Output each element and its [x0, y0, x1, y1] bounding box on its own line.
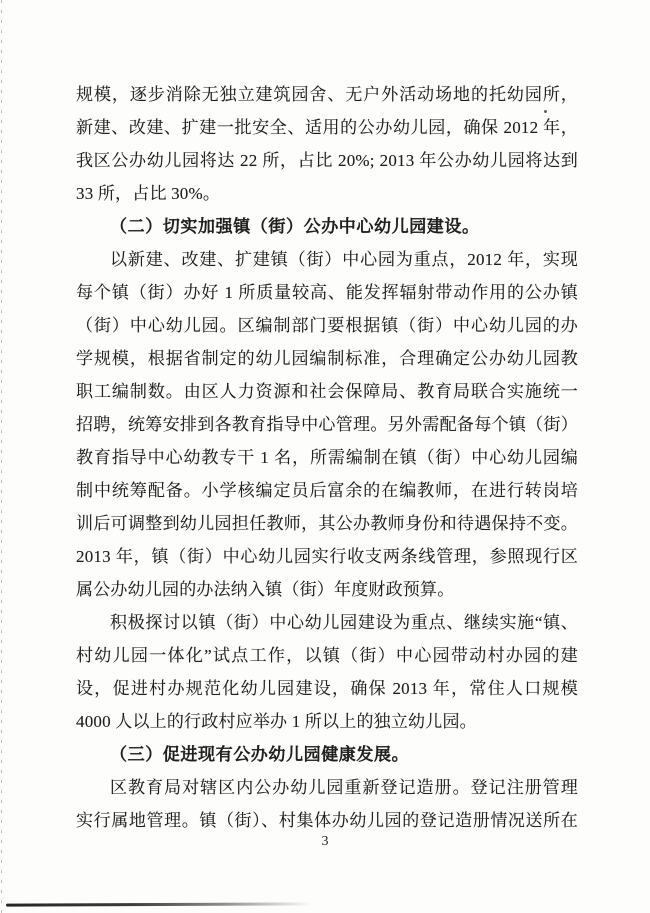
paragraph-line: 积极探讨以镇（街）中心幼儿园建设为重点、继续实施“镇、	[110, 613, 578, 632]
paragraph-line: 招聘，统筹安排到各教育指导中心管理。另外需配备每个镇（街）	[76, 415, 578, 434]
paragraph-line: 设，促进村办规范化幼儿园建设，确保 2013 年，常住人口规模	[76, 679, 578, 698]
paragraph-line: 每个镇（街）办好 1 所质量较高、能发挥辐射带动作用的公办镇	[76, 283, 578, 302]
paragraph-line: 职工编制数。由区人力资源和社会保障局、教育局联合实施统一	[76, 382, 578, 401]
paragraph-line: 2013 年，镇（街）中心幼儿园实行收支两条线管理，参照现行区	[76, 547, 578, 566]
document-body	[76, 78, 578, 837]
paragraph-line: 制中统筹配备。小学核编定员后富余的在编教师，在进行转岗培	[76, 481, 578, 500]
paragraph-line: 规模，逐步消除无独立建筑园舍、无户外活动场地的托幼园所，	[76, 85, 578, 104]
scan-artifact-left-edge	[1, 0, 2, 913]
section-heading-line: （三）促进现有公办幼儿园健康发展。	[110, 745, 410, 764]
paragraph-line: 村幼儿园一体化”试点工作，以镇（街）中心园带动村办园的建	[76, 646, 578, 665]
paragraph-line: 我区公办幼儿园将达 22 所，占比 20%; 2013 年公办幼儿园将达到	[76, 151, 578, 170]
paragraph-line: （街）中心幼儿园。区编制部门要根据镇（街）中心幼儿园的办	[76, 316, 578, 335]
paragraph-line: 训后可调整到幼儿园担任教师，其公办教师身份和待遇保持不变。	[76, 514, 578, 533]
page-number: 3	[321, 834, 329, 849]
paragraph-line: 属公办幼儿园的办法纳入镇（街）年度财政预算。	[76, 580, 455, 599]
paragraph-line: 4000 人以上的行政村应举办 1 所以上的独立幼儿园。	[76, 712, 477, 731]
section-heading-line: （二）切实加强镇（街）公办中心幼儿园建设。	[110, 217, 480, 236]
paragraph-line: 新建、改建、扩建一批安全、适用的公办幼儿园，确保 2012 年，	[76, 118, 578, 137]
paragraph-line: 以新建、改建、扩建镇（街）中心园为重点，2012 年，实现	[110, 250, 578, 269]
paragraph-line: 33 所，占比 30%。	[76, 184, 221, 203]
paragraph-line: 实行属地管理。镇（街）、村集体办幼儿园的登记造册情况送所在	[76, 811, 578, 830]
paragraph-line: 教育指导中心幼教专干 1 名，所需编制在镇（街）中心幼儿园编	[76, 448, 578, 467]
scan-artifact-bottom-line	[6, 902, 312, 906]
paragraph-line: 区教育局对辖区内公办幼儿园重新登记造册。登记注册管理	[110, 778, 578, 797]
paragraph-line: 学规模，根据省制定的幼儿园编制标准，合理确定公办幼儿园教	[76, 349, 578, 368]
scan-artifact-ink-speck	[544, 110, 547, 113]
